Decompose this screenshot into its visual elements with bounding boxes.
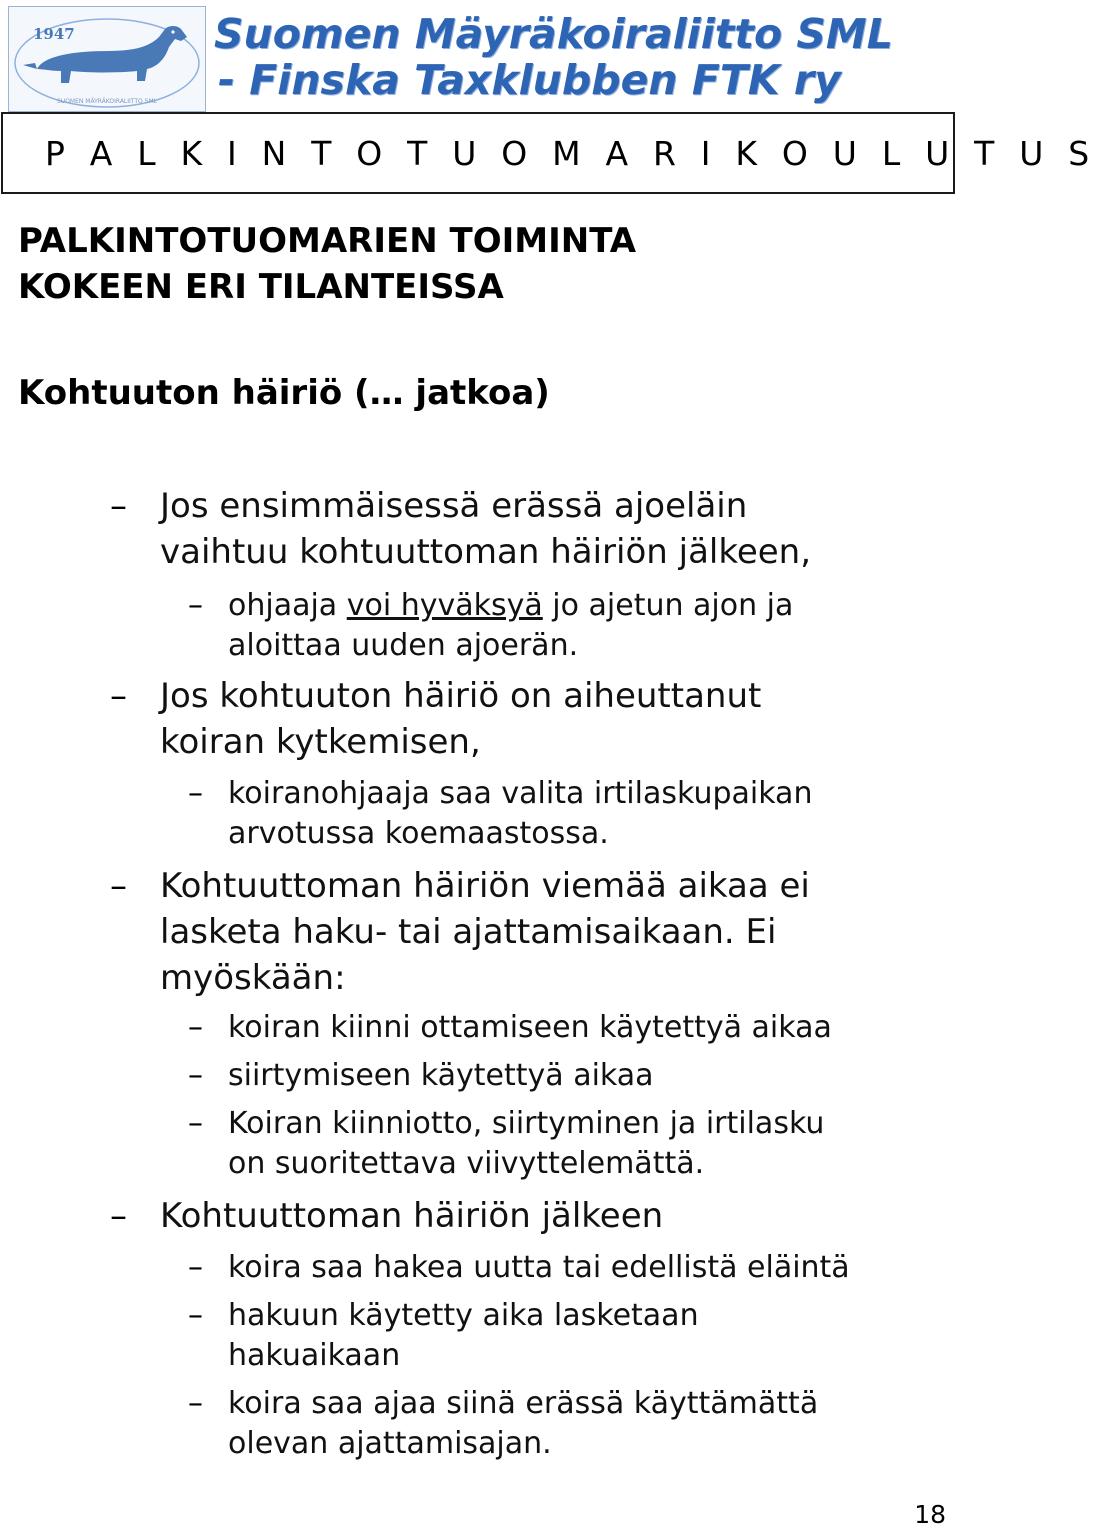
header-banner: [0, 0, 960, 112]
list-item-text: Jos ensimmäisessä erässä ajoeläin: [160, 486, 748, 526]
list-item-text: siirtymiseen käytettyä aikaa: [228, 1058, 654, 1093]
page-number: 18: [914, 1500, 946, 1529]
list-item-text: koiranohjaaja saa valita irtilaskupaikan: [228, 776, 813, 811]
bullet-dash: –: [188, 1250, 203, 1285]
list-item-text: on suoritettava viivyttelemättä.: [228, 1146, 705, 1181]
list-item-text: Jos kohtuuton häiriö on aiheuttanut: [160, 676, 762, 716]
list-item-text: arvotussa koemaastossa.: [228, 816, 609, 851]
logo-year: 1947: [33, 25, 75, 43]
list-item-text: myöskään:: [160, 958, 346, 998]
list-item-text: Kohtuuttoman häiriön viemää aikaa ei: [160, 866, 810, 906]
title-box: [1, 112, 1096, 194]
document-title: P A L K I N T O T U O M A R I K O U L U T U S: [45, 134, 1096, 173]
bullet-dash: –: [188, 776, 203, 811]
section-heading-line2: KOKEEN ERI TILANTEISSA: [18, 267, 504, 307]
list-item-text: koiran kiinni ottamiseen käytettyä aikaa: [228, 1010, 832, 1045]
list-item-text: hakuaikaan: [228, 1338, 401, 1373]
list-item-text: olevan ajattamisajan.: [228, 1426, 552, 1461]
bullet-dash: –: [188, 1386, 203, 1421]
list-item-text: hakuun käytetty aika lasketaan: [228, 1298, 699, 1333]
list-item-text: Kohtuuttoman häiriön jälkeen: [160, 1196, 664, 1236]
section-heading-line1: PALKINTOTUOMARIEN TOIMINTA: [18, 221, 637, 261]
list-item-text: aloittaa uuden ajoerän.: [228, 628, 579, 663]
list-item-text: [228, 588, 793, 623]
text-segment: jo ajetun ajon ja: [542, 588, 794, 623]
text-segment: ohjaaja: [228, 588, 347, 623]
subheading: Kohtuuton häiriö (… jatkoa): [18, 373, 550, 413]
bullet-dash: –: [188, 588, 203, 623]
bullet-dash: –: [110, 676, 127, 716]
bullet-dash: –: [188, 1106, 203, 1141]
bullet-dash: –: [188, 1010, 203, 1045]
list-item-text: vaihtuu kohtuuttoman häiriön jälkeen,: [160, 532, 812, 572]
list-item-text: koiran kytkemisen,: [160, 722, 481, 762]
brand-name-line2: - Finska Taxklubben FTK ry: [218, 56, 841, 104]
club-logo: [8, 6, 206, 112]
list-item-text: koira saa hakea uutta tai edellistä eläintä: [228, 1250, 850, 1285]
bullet-dash: –: [110, 866, 127, 906]
dachshund-logo-icon: [9, 7, 205, 111]
bullet-dash: –: [110, 1196, 127, 1236]
list-item-text: Koiran kiinniotto, siirtyminen ja irtilasku: [228, 1106, 825, 1141]
logo-caption: SUOMEN MÄYRÄKOIRALIITTO SML: [57, 98, 157, 105]
bullet-dash: –: [110, 486, 127, 526]
bullet-dash: –: [188, 1058, 203, 1093]
list-item-text: koira saa ajaa siinä erässä käyttämättä: [228, 1386, 819, 1421]
underlined-text: voi hyväksyä: [346, 588, 543, 623]
brand-name-line1: Suomen Mäyräkoiraliitto SML: [214, 10, 893, 58]
bullet-dash: –: [188, 1298, 203, 1333]
list-item-text: lasketa haku- tai ajattamisaikaan. Ei: [160, 912, 777, 952]
